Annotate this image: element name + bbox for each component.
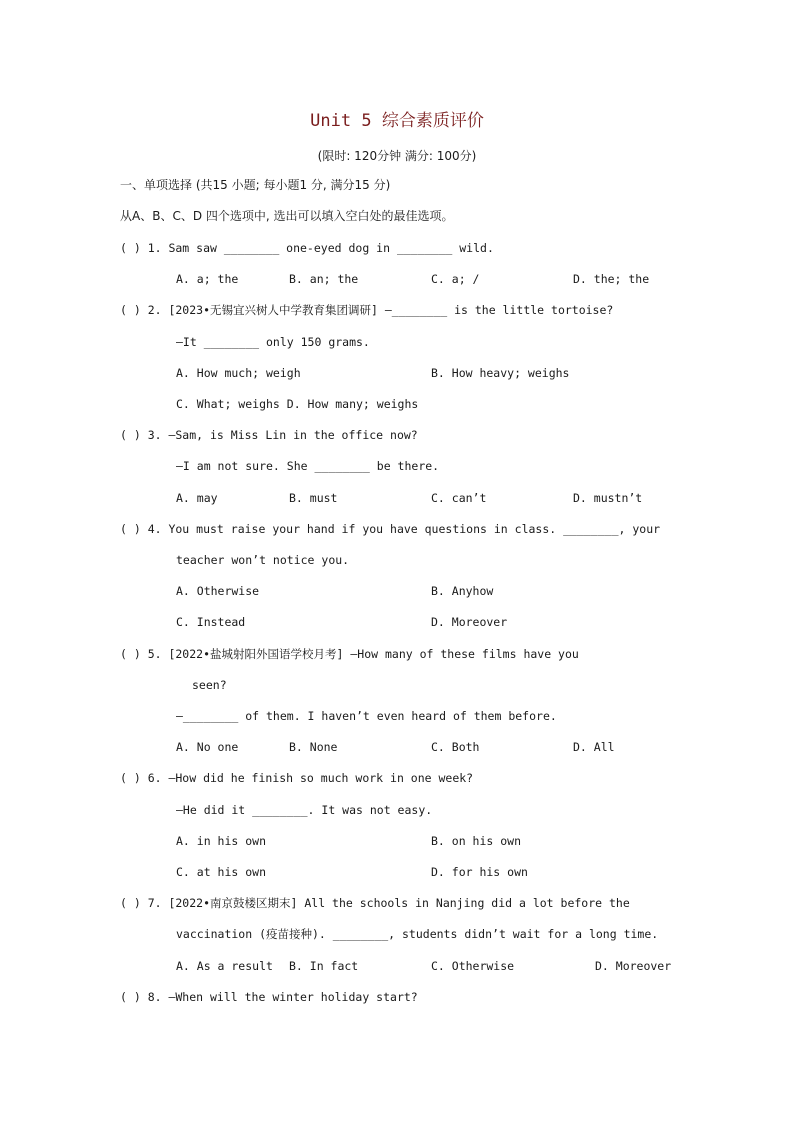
- page-title: Unit 5 综合素质评价: [310, 111, 484, 131]
- question-5-option-b: B. None: [289, 740, 338, 754]
- question-6-option-b: B. on his own: [431, 834, 522, 848]
- question-7-option-d: D. Moreover: [595, 959, 672, 973]
- question-4-option-d: D. Moreover: [431, 615, 508, 629]
- question-7-option-b: B. In fact: [289, 959, 359, 973]
- question-1-stem: ( ) 1. Sam saw ________ one-eyed dog in ________ wild.: [120, 241, 494, 255]
- question-3-option-b: B. must: [289, 491, 338, 505]
- question-6-stem: ( ) 6. —How did he finish so much work in one week?: [120, 771, 474, 785]
- question-7-option-a: A. As a result: [176, 959, 273, 973]
- question-6-option-a: A. in his own: [176, 834, 267, 848]
- question-3-option-d: D. mustn’t: [573, 491, 643, 505]
- question-4-stem: ( ) 4. You must raise your hand if you have questions in class. ________, your: [120, 522, 661, 536]
- question-3-line-2: —I am not sure. She ________ be there.: [176, 459, 440, 473]
- question-6-option-c: C. at his own: [176, 865, 267, 879]
- question-6-line-2: —He did it ________. It was not easy.: [176, 803, 433, 817]
- question-3-option-c: C. can’t: [431, 491, 487, 505]
- question-8-stem: ( ) 8. —When will the winter holiday start?: [120, 990, 418, 1004]
- instructions: 从A、B、C、D 四个选项中, 选出可以填入空白处的最佳选项。: [120, 209, 454, 223]
- question-1-option-a: A. a; the: [176, 272, 239, 286]
- page-subtitle: (限时: 120分钟 满分: 100分): [317, 149, 477, 163]
- question-2-line-2: —It ________ only 150 grams.: [176, 335, 370, 349]
- question-2-stem: ( ) 2. [2023•无锡宜兴树人中学教育集团调研] —________ is the little tortoise?: [120, 303, 614, 317]
- question-7-stem: ( ) 7. [2022•南京鼓楼区期末] All the schools in Nanjing did a lot before the: [120, 896, 630, 910]
- question-4-option-c: C. Instead: [176, 615, 246, 629]
- question-3-option-a: A. may: [176, 491, 218, 505]
- question-5-line-2: seen?: [192, 678, 227, 692]
- question-6-option-d: D. for his own: [431, 865, 528, 879]
- question-4-line-2: teacher won’t notice you.: [176, 553, 350, 567]
- question-2-option-cd: C. What; weighs D. How many; weighs: [176, 397, 419, 411]
- question-1-option-b: B. an; the: [289, 272, 359, 286]
- question-1-option-d: D. the; the: [573, 272, 650, 286]
- section-heading: 一、单项选择 (共15 小题; 每小题1 分, 满分15 分): [120, 178, 391, 192]
- question-3-stem: ( ) 3. —Sam, is Miss Lin in the office now?: [120, 428, 418, 442]
- question-7-line-2: vaccination (疫苗接种). ________, students didn’t wait for a long time.: [176, 927, 659, 941]
- question-2-option-a: A. How much; weigh: [176, 366, 301, 380]
- question-4-option-a: A. Otherwise: [176, 584, 260, 598]
- question-5-option-c: C. Both: [431, 740, 480, 754]
- question-1-option-c: C. a; /: [431, 272, 480, 286]
- question-5-option-a: A. No one: [176, 740, 239, 754]
- question-4-option-b: B. Anyhow: [431, 584, 494, 598]
- question-7-option-c: C. Otherwise: [431, 959, 515, 973]
- question-5-stem: ( ) 5. [2022•盐城射阳外国语学校月考] —How many of these films have you: [120, 647, 579, 661]
- question-5-option-d: D. All: [573, 740, 615, 754]
- question-5-line-3: —________ of them. I haven’t even heard of them before.: [176, 709, 557, 723]
- question-2-option-b: B. How heavy; weighs: [431, 366, 570, 380]
